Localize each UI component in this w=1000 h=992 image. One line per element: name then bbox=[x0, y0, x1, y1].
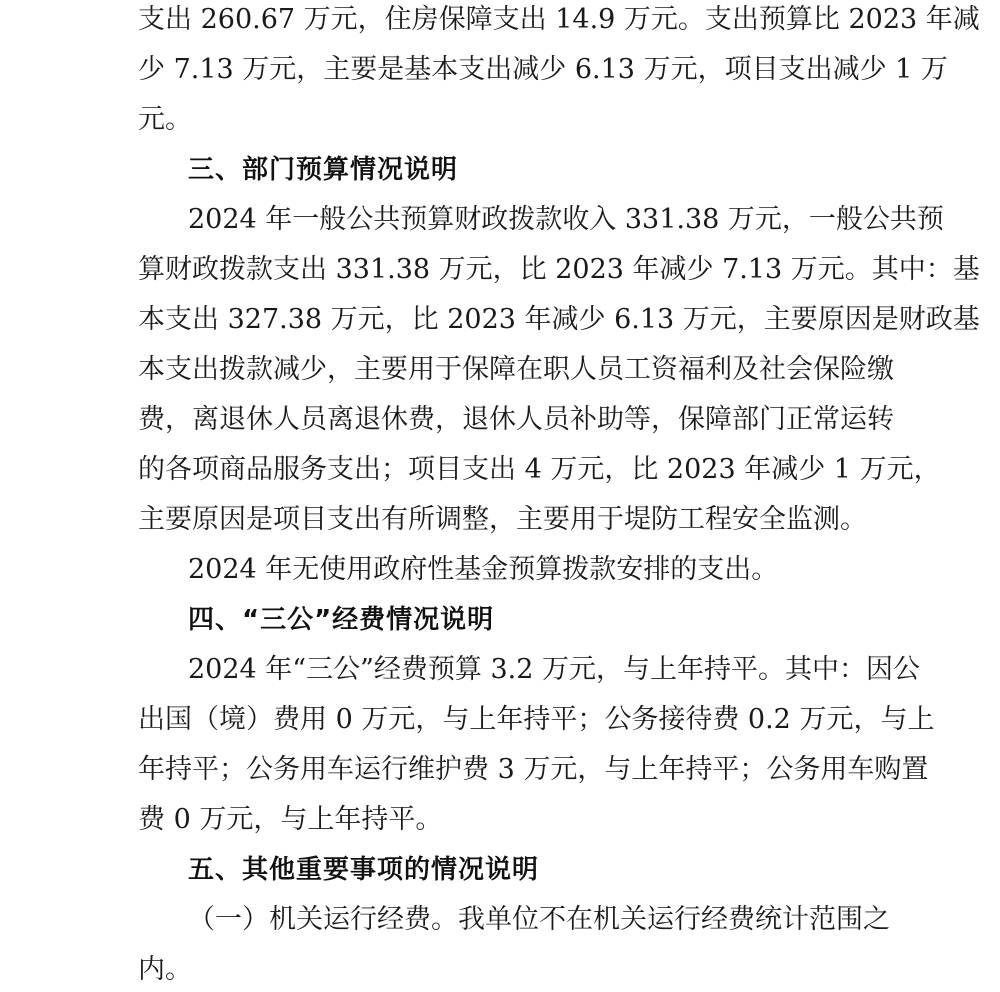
section-heading: 三、部门预算情况说明 bbox=[188, 155, 459, 185]
text-line: 本支出 327.38 万元，比 2023 年减少 6.13 万元，主要原因是财政基 bbox=[138, 304, 980, 335]
text-line: 少 7.13 万元，主要是基本支出减少 6.13 万元，项目支出减少 1 万 bbox=[138, 54, 948, 85]
text-line: 2024 年无使用政府性基金预算拨款安排的支出。 bbox=[188, 554, 779, 585]
text-line: 算财政拨款支出 331.38 万元，比 2023 年减少 7.13 万元。其中：基 bbox=[138, 254, 980, 285]
text-line: 年持平；公务用车运行维护费 3 万元，与上年持平；公务用车购置 bbox=[138, 754, 929, 785]
text-line: 支出 260.67 万元，住房保障支出 14.9 万元。支出预算比 2023 年减 bbox=[138, 4, 980, 35]
text-line: 主要原因是项目支出有所调整，主要用于堤防工程安全监测。 bbox=[138, 504, 867, 535]
text-line: 出国（境）费用 0 万元，与上年持平；公务接待费 0.2 万元，与上 bbox=[138, 704, 935, 735]
text-line: 元。 bbox=[138, 104, 192, 135]
text-line: 费 0 万元，与上年持平。 bbox=[138, 804, 443, 835]
text-line: （一）机关运行经费。我单位不在机关运行经费统计范围之 bbox=[188, 904, 890, 935]
section-heading: 四、“三公”经费情况说明 bbox=[188, 605, 495, 635]
text-line: 的各项商品服务支出；项目支出 4 万元，比 2023 年减少 1 万元， bbox=[138, 454, 941, 485]
text-line: 本支出拨款减少，主要用于保障在职人员工资福利及社会保险缴 bbox=[138, 354, 894, 385]
text-line: 2024 年一般公共预算财政拨款收入 331.38 万元，一般公共预 bbox=[188, 204, 944, 235]
text-line: 费，离退休人员离退休费，退休人员补助等，保障部门正常运转 bbox=[138, 404, 894, 435]
section-heading: 五、其他重要事项的情况说明 bbox=[188, 855, 540, 885]
text-line: 2024 年“三公”经费预算 3.2 万元，与上年持平。其中：因公 bbox=[188, 654, 921, 685]
text-line: 内。 bbox=[138, 954, 192, 985]
